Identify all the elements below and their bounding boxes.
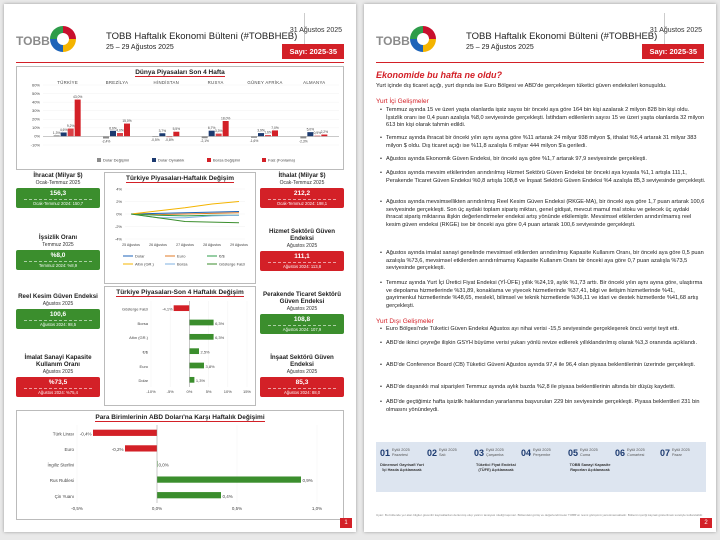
calendar-day: 06 Eylül 2025 Cumartesi [615, 448, 645, 458]
bullet-item: • Temmuz ayında Yurt İçi Üretici Fiyat Endeksi (Yİ-ÜFE) yıllık %24,19, aylık %1,73 arttı. Bir önceki yılın aynı ayına göre, ulaştırma ve depolama hizmetlerinde %31,89, konaklama ve yiyecek hizmetlerinde %37,41, bilgi ve iletişim hizmetlerinde %41, gayrimenkul hizmetlerinde %48,65, meslekî, bilimsel ve teknik hizmetlerde %36,11 ve idari ve destek hizmetlerde %41,68 artış gerçekleşti. [380, 280, 706, 310]
card-value: %8,0 [50, 252, 66, 260]
issue-badge: Sayı: 2025-35 [282, 44, 344, 59]
legend-swatch [207, 158, 211, 162]
bar [189, 348, 199, 354]
bar-dolar-oynakl-k [110, 131, 116, 137]
legend-swatch [262, 158, 266, 162]
y-tick-label: 30% [31, 108, 40, 114]
x-tick-label: 25 Ağustos [122, 243, 140, 247]
bulletin-period: 25 – 29 Ağustos 2025 [106, 44, 174, 51]
calendar-day: 02 Eylül 2025 Salı [427, 448, 457, 458]
bullet-item: • ABD'de dayanıklı mal siparişleri Temmuz ayında aylık bazda %2,8 ile piyasa beklentilerinin altında bir düşüş kaydetti. [380, 384, 706, 392]
x-tick-label: 0,0% [151, 506, 163, 511]
x-tick-label: 27 Ağustos [176, 243, 194, 247]
bar-faiz-fonlama- [223, 121, 229, 136]
bullet-item: • ABD'de geçtiğimiz hafta işsizlik haklarından yararlanma başvuruları 229 bin seviyesinde gerçekleşti. Piyasa beklentileri 231 bin olmasını yönündeydi. [380, 399, 706, 414]
x-tick-label: 28 Ağustos [203, 243, 221, 247]
card-period: Ağustos 2025 [286, 369, 318, 376]
bar-label: 4,6% [59, 127, 68, 132]
bar-dolar-de-i-imi [202, 136, 208, 138]
card-value: 212,2 [293, 190, 311, 198]
bar-label: 9,2% [66, 124, 75, 129]
category-label: Borsa [137, 320, 148, 326]
bar-dolar-de-i-imi [300, 136, 306, 138]
bulletin-date: 31 Ağustos 2025 [289, 27, 342, 34]
card-value-box [16, 188, 100, 208]
x-tick-label: 29 Ağustos [230, 243, 248, 247]
y-tick-label: 0% [116, 211, 122, 217]
bullet-item: • Ağustos ayında imalat sanayi genelinde mevsimsel etkilerden arındırılmış Kapasite Kullanım Oranı, bir önceki aya göre 0,5 puan azalışla %73,6, mevsimsel etkilerden arındırılmamış Kapasite Kullanım Oranı bir önceki aya göre 0,7 puan azalışla %73,5 seviyesinde gerçekleşti. [380, 250, 706, 273]
bar-label: 2,2% [320, 130, 329, 135]
y-tick-label: 4% [116, 186, 122, 192]
card-value-box [260, 377, 344, 397]
bar-label: 0,9% [313, 131, 322, 136]
legend-label: Euro [177, 253, 186, 259]
bar-label: -2,4% [101, 139, 111, 144]
bar-label: 0,9% [302, 478, 313, 484]
y-tick-label: 60% [31, 82, 40, 88]
bulletin-period: 25 – 29 Ağustos 2025 [466, 44, 534, 51]
bar-label: -0,8% [165, 138, 174, 143]
bar-label: -2,1% [200, 139, 209, 144]
card-value: 100,6 [49, 311, 67, 319]
bar-label: -2,3% [299, 139, 308, 144]
domestic-heading: Yurt İçi Gelişmeler [376, 98, 429, 105]
category-label: Rus Rublesi [49, 478, 74, 484]
bar-label: 6,3% [215, 320, 225, 326]
tobb-seal-icon [50, 26, 76, 52]
bar-label: 15,0% [122, 119, 132, 124]
card-period: Ağustos 2025 [286, 243, 318, 250]
disclaimer: Uyarı: Bu bültende yer alan bilgiler güvenilir kaynaklardan derlenmiş olup yatırım tavsiyesi niteliği taşımaz. Bültendeki görüş ve değerlendirmeler TOBB'un resmi görüşünü yansıtmamaktadır. Bültenin içeriği kaynak gösterilmek suretiyle kullanılabilir. [376, 513, 703, 518]
bullet-item: • Ağustos ayında Ekonomik Güven Endeksi, bir önceki aya göre %1,7 artarak 97,9 seviyesinde gerçekleşti. [380, 156, 706, 164]
card-value: 156,3 [49, 190, 67, 198]
bar-label: -4,1% [162, 306, 173, 312]
card-value-box [260, 251, 344, 271]
card-perakende [260, 291, 344, 334]
bar-label: 6,3% [215, 335, 225, 341]
bar-label: 1,6% [264, 130, 272, 135]
bar [157, 492, 221, 498]
card-hizmet [260, 228, 344, 271]
fx-chart-box [16, 410, 344, 520]
legend-label: Dolar Oynaklık [158, 157, 185, 163]
bar-label: 7,0% [271, 125, 279, 130]
legend-label: €/$ [219, 253, 225, 259]
country-label: TÜRKİYE [57, 80, 79, 85]
tobb-logo: TOBB [376, 34, 410, 48]
bar-label: -0,4% [79, 431, 92, 437]
category-label: €/$ [142, 349, 148, 355]
fx-chart-title: Para Birimlerinin ABD Doları'na Karşı Haftalık Değişimi [95, 414, 265, 421]
bullet-item: • ABD'de Conference Board (CB) Tüketici Güveni Ağustos ayında 97,4 ile 96,4 olan piyasa beklentilerinin üzerinde gerçekleşti. [380, 362, 706, 370]
bar-label: 3,3% [214, 129, 223, 134]
bullet-item: • Ağustos ayında mevsimsellikten arındırılmış Reel Kesim Güven Endeksi (RKGE-MA), bir önceki aya göre 1,7 puan artarak 100,6 seviyesinde gerçekleşti. Son üç aydaki toplam sipariş miktarı, genel gidişat, mevcut mamul mal stoku ve gelecek üç aydaki ihracat sipariş miktarına ilişkin değerlendirmeler endeksi artış yönünde etkilemiştir. Mevsimsel etkilerden arındırılmamış reel kesim güven endeksi (RKGE) ise bir önceki aya göre 0,4 puan artarak 100,6 seviyesinde gerçekleşti. [380, 199, 706, 229]
bar-dolar-oynakl-k [61, 132, 67, 136]
issue-badge: Sayı: 2025-35 [642, 44, 704, 59]
bar-label: -1,6% [249, 138, 259, 143]
bar-dolar-oynakl-k [209, 131, 215, 137]
bar-borsa-de-i-imi [216, 134, 222, 137]
country-label: RUSYA [207, 80, 224, 85]
tr-weekly-line-chart [105, 173, 255, 281]
card-prev: Ocak-Temmuz 2024: 198,1 [268, 199, 336, 206]
bar-label: 4,0% [116, 128, 124, 133]
x-tick-label: 10% [223, 389, 232, 394]
card-value-box [16, 250, 100, 270]
card-label: Reel Kesim Güven Endeksi [18, 293, 98, 300]
bar [189, 334, 213, 340]
calendar-day: 07 Eylül 2025 Pazar [660, 448, 690, 458]
card-value: 108,8 [293, 316, 311, 324]
card-prev: Temmuz 2024: %8,9 [24, 261, 92, 268]
y-tick-label: 20% [31, 116, 40, 122]
bar-label: -0,5% [151, 137, 160, 142]
x-tick-label: -5% [166, 389, 174, 394]
bar-dolar-oynakl-k [159, 133, 165, 136]
bar [125, 445, 157, 451]
bulletin-title: TOBB Haftalık Ekonomi Bülteni (#TOBBHEB) [106, 31, 298, 42]
tobb-seal-icon [410, 26, 436, 52]
card-value: 111,1 [294, 253, 310, 261]
bar-label: 3,9% [257, 128, 265, 133]
bulletin-date: 31 Ağustos 2025 [649, 27, 702, 34]
calendar-day: 01 Eylül 2025 Pazartesi Dönemsel Gayrisafi Yurt İçi Hasıla Açıklanacak [380, 448, 424, 472]
legend-swatch [152, 158, 156, 162]
bar-faiz-fonlama- [321, 135, 327, 137]
tr-4week-chart-box [104, 286, 256, 406]
legend-label: Dolar [135, 253, 145, 259]
card-value-box [16, 377, 100, 397]
bar-label: 3,8% [205, 363, 215, 369]
calendar-day: 03 Eylül 2025 Çarşamba Tüketici Fiyat Endeksi (TÜFE) Açıklanacak [474, 448, 516, 472]
bar-label: 1,3% [52, 130, 61, 135]
bar-faiz-fonlama- [272, 130, 278, 136]
x-tick-label: 26 Ağustos [149, 243, 167, 247]
x-tick-label: 0,5% [231, 506, 243, 511]
bar-dolar-oynakl-k [307, 132, 313, 136]
bar [189, 320, 213, 326]
legend-label: Dolar Değişimi [103, 157, 130, 163]
country-label: GÜNEY AFRİKA [247, 80, 283, 85]
card-label: Perakende Ticaret Sektörü Güven Endeksi [263, 291, 341, 306]
legend-label: Borsa [177, 261, 188, 267]
bar-dolar-de-i-imi [103, 136, 109, 138]
card-value-box [260, 188, 344, 208]
x-tick-label: 0% [186, 389, 193, 394]
card-value-box [16, 309, 100, 329]
card-label: İthalat (Milyar $) [278, 172, 326, 179]
category-label: Euro [64, 447, 74, 453]
card-period: Ağustos 2025 [42, 369, 74, 376]
category-label: Gösterge Faizi [121, 306, 148, 312]
bar-label: 1,3% [195, 378, 206, 384]
page-1 [4, 4, 356, 532]
card-label: İşsizlik Oranı [38, 234, 78, 241]
bar [189, 377, 194, 383]
foreign-heading: Yurt Dışı Gelişmeler [376, 318, 434, 325]
tr-4week-bar-chart [105, 287, 255, 403]
x-tick-label: -0,5% [71, 506, 83, 511]
bar-label: 3,7% [158, 128, 167, 133]
bar-dolar-oynakl-k [258, 133, 264, 136]
category-label: İngiliz Sterlini [47, 462, 74, 468]
header [364, 4, 716, 66]
card-ihracat [16, 172, 100, 208]
world-chart-title: Dünya Piyasaları Son 4 Hafta [135, 69, 225, 76]
y-tick-label: -2% [114, 223, 122, 229]
card-value: 85,3 [295, 379, 309, 387]
country-label: BREZİLYA [105, 80, 129, 85]
page-number: 1 [340, 518, 352, 528]
country-label: ALMANYA [303, 80, 326, 85]
card-ithalat [260, 172, 344, 208]
legend-label: Faiz (Fonlama) [268, 157, 295, 163]
category-label: Euro [139, 363, 148, 369]
legend-label: Altın (GR.) [135, 261, 154, 267]
y-tick-label: 40% [31, 99, 40, 105]
card-prev: Ağustos 2024: 107,9 [268, 325, 336, 332]
category-label: Altın (GR.) [129, 335, 148, 341]
bar-label: 6,6% [109, 126, 117, 131]
header [4, 4, 356, 66]
bullet-item: • Euro Bölgesi'nde Tüketici Güven Endeksi Ağustos ayı nihai verisi -15,5 seviyesinde gerçekleşerek öncü veriyi teyit etti. [380, 326, 706, 334]
bar-faiz-fonlama- [124, 124, 130, 137]
bullet-item: • Temmuz ayında ihracat bir önceki yılın aynı ayına göre %11 artarak 24 milyar 938 milyon $, ithalat %5,4 artarak 31 milyar 383 milyon $ oldu. Dış ticaret açığı ise %11,8 azalışla 6 milyar 444 milyon $'a geriledi. [380, 135, 706, 150]
calendar-day: 04 Eylül 2025 Perşembe [521, 448, 551, 458]
bar-label: 43,0% [72, 95, 83, 100]
bar-faiz-fonlama- [75, 100, 81, 137]
y-tick-label: 0% [34, 133, 40, 139]
page-number: 2 [700, 518, 712, 528]
y-tick-label: 50% [31, 90, 40, 96]
bar-label: 18,0% [220, 116, 231, 121]
card-prev: Ağustos 2024: 88,0 [268, 388, 336, 395]
card-value: %73,5 [48, 379, 68, 387]
bar [93, 430, 157, 436]
y-tick-label: -4% [114, 236, 122, 242]
bar-faiz-fonlama- [173, 132, 179, 137]
tr-4week-title: Türkiye Piyasaları-Son 4 Haftalık Değişim [116, 289, 244, 296]
category-label: Çin Yuanı [54, 493, 74, 499]
card-prev: Ocak-Temmuz 2024: 150,7 [24, 199, 92, 206]
card-period: Ocak-Temmuz 2025 [35, 180, 81, 187]
x-tick-label: 15% [242, 389, 252, 394]
x-tick-label: 5% [205, 389, 212, 394]
world-markets-chart-box [16, 66, 344, 170]
card-period: Ağustos 2025 [42, 301, 74, 308]
page-2 [364, 4, 716, 532]
y-tick-label: -10% [30, 142, 40, 148]
intro-text: Yurt içinde dış ticaret açığı, yurt dışında ise Euro Bölgesi ve ABD'de gerçekleşen tüketici güven endeksleri konuşuldu. [376, 83, 667, 89]
bullet-item: • Temmuz ayında 15 ve üzeri yaşta olanlarda işsiz sayısı bir önceki aya göre 164 bin kişi azalarak 2 milyon 828 bin kişi oldu. İşsizlik oranı ise 0,4 puan azalışla %8,0 seviyesinde gerçekleşti. İstihdam edilenlerin sayısı 15 ve üzeri yaşta olanlarda 32 milyon 613 bin kişi olarak tahmin edildi. [380, 107, 706, 130]
card-reel-kesim [16, 293, 100, 329]
card-label: Hizmet Sektörü Güven Endeksi [268, 228, 335, 243]
y-tick-label: 2% [116, 198, 122, 204]
world-markets-chart [17, 67, 343, 167]
card-prev: Ağustos 2024: 98,5 [24, 320, 92, 327]
x-tick-label: 1,0% [311, 506, 323, 511]
bar-label: 0,0% [158, 462, 169, 468]
card-label: İhracat (Milyar $) [33, 172, 83, 179]
tr-weekly-chart-box [104, 172, 256, 284]
bar-label: 0,4% [222, 493, 233, 499]
bulletin-title: TOBB Haftalık Ekonomi Bülteni (#TOBBHEB) [466, 31, 658, 42]
card-period: Ağustos 2025 [286, 306, 318, 313]
card-issizlik [16, 234, 100, 270]
bar-label: 2,5% [200, 349, 210, 355]
bullet-item: • ABD'de ikinci çeyreğe ilişkin GSYH büyüme verisi yukarı yönlü revize edilerek yıllıklandırılmış olarak %3,3 oranında açıklandı. [380, 340, 706, 348]
bar-label: 5,5% [172, 127, 181, 132]
country-label: HİNDİSTAN [153, 80, 180, 85]
calendar-day: 05 Eylül 2025 Cuma TOBB Sanayi Kapasite Raporları Açıklanacak [568, 448, 611, 472]
card-period: Temmuz 2025 [42, 242, 74, 249]
bar [189, 363, 204, 369]
y-tick-label: 10% [31, 125, 40, 131]
card-value-box [260, 314, 344, 334]
card-label: İnşaat Sektörü Güven Endeksi [270, 354, 334, 369]
section-heading: Ekonomide bu hafta ne oldu? [376, 70, 502, 80]
card-label: İmalat Sanayi Kapasite Kullanım Oranı [24, 354, 92, 369]
card-kapasite [16, 354, 100, 397]
card-prev: Ağustos 2024: 113,8 [268, 262, 336, 269]
bar-borsa-de-i-imi [117, 133, 123, 136]
legend-swatch [97, 158, 101, 162]
category-label: Dolar [138, 378, 148, 384]
bar [174, 305, 190, 311]
bar-label: 5,0% [306, 127, 315, 132]
tr-weekly-title: Türkiye Piyasaları-Haftalık Değişim [125, 175, 235, 182]
tobb-logo: TOBB [16, 34, 50, 48]
card-period: Ocak-Temmuz 2025 [279, 180, 325, 187]
category-label: Türk Lirası [52, 431, 74, 437]
bullet-item: • Ağustos ayında mevsim etkilerinden arındırılmış Hizmet Sektörü Güven Endeksi bir önceki aya kıyasla %1,1 artışla 111,1, Perakende Ticaret Güven Endeksi %0,8 artışla 108,8 ve İnşaat Sektörü Güven Endeksi %4 azalışla 85,3 seviyesinde gerçekleşti. [380, 170, 706, 185]
weekly-calendar [376, 442, 706, 492]
bar [157, 476, 301, 482]
fx-bar-chart [17, 411, 343, 517]
bar-label: 6,7% [207, 126, 216, 131]
bar-borsa-de-i-imi [68, 129, 74, 137]
legend-label: Gösterge Faizi [219, 261, 246, 267]
x-tick-label: -10% [146, 389, 156, 394]
card-prev: Ağustos 2024: %75,4 [24, 388, 92, 395]
bar-label: -0,2% [111, 447, 124, 453]
card-insaat [260, 354, 344, 397]
legend-label: Borsa Değişimi [213, 157, 240, 163]
